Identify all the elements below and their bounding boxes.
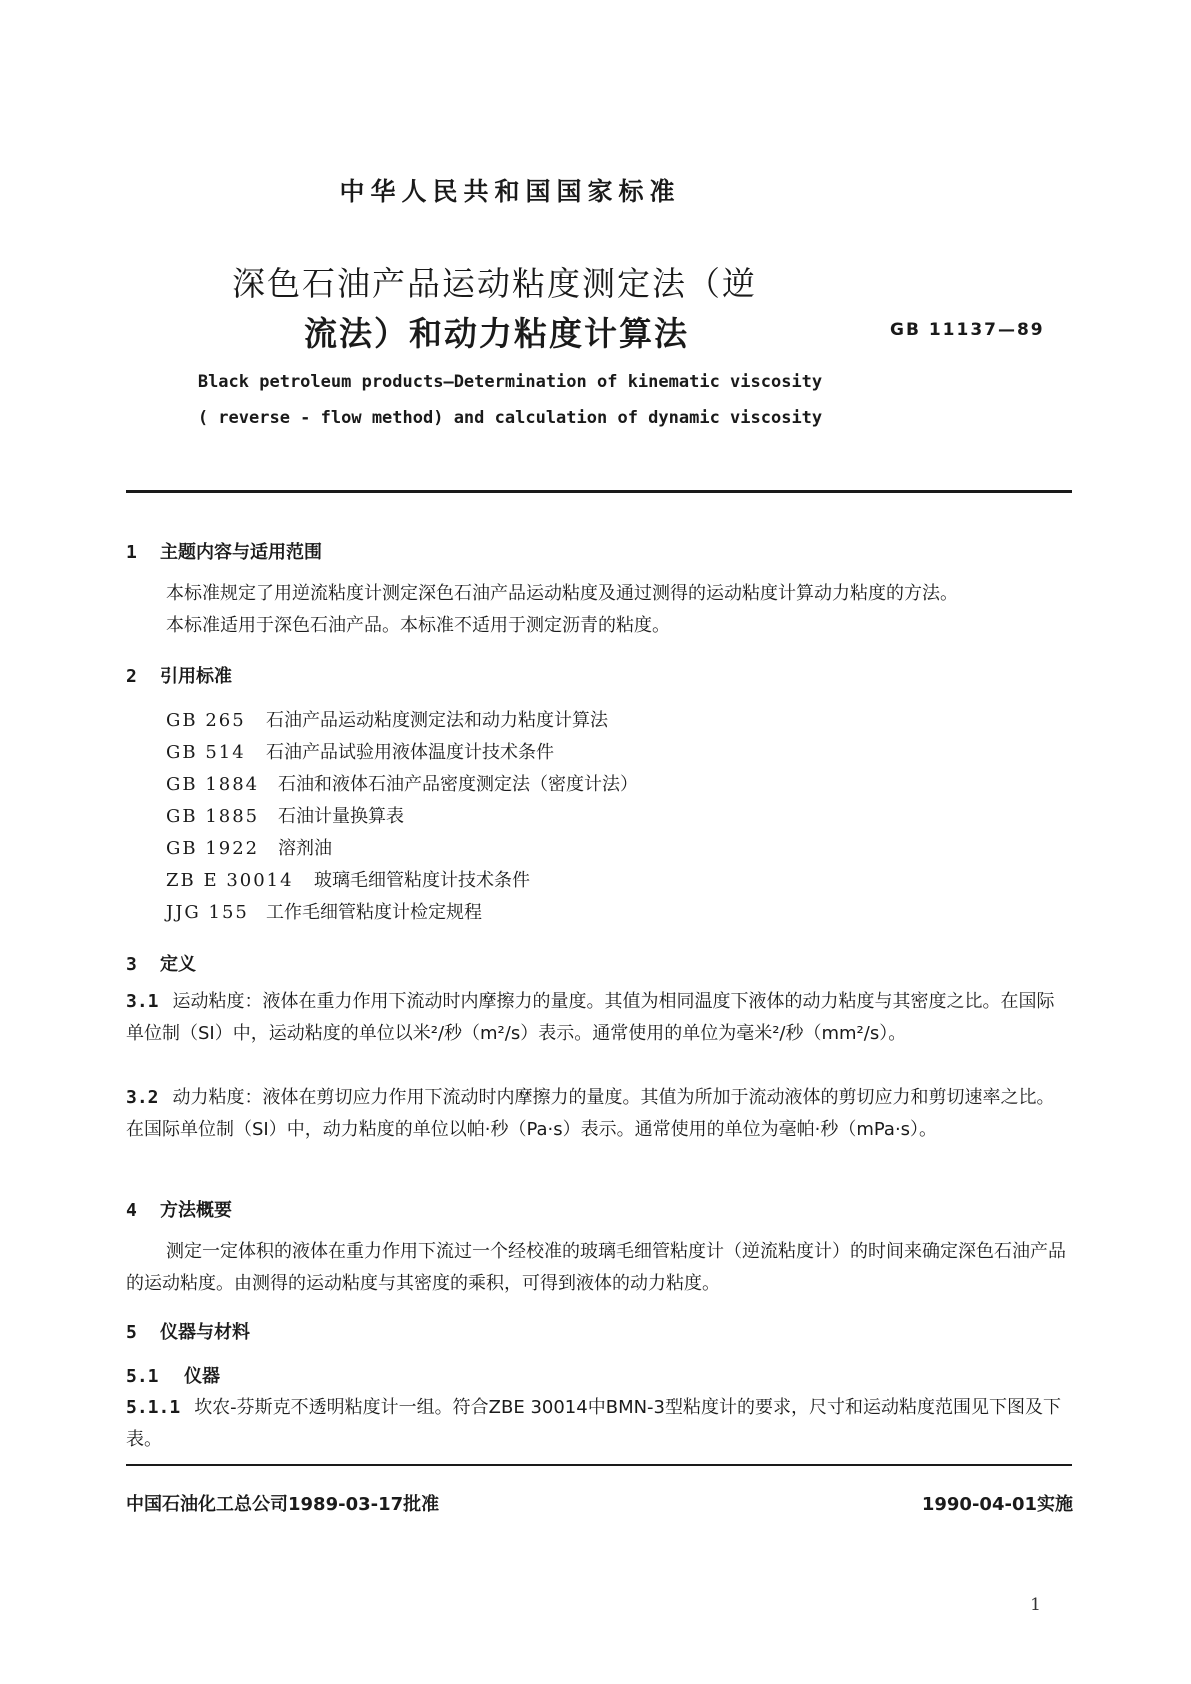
section-4-heading	[126, 1196, 232, 1222]
section-1-para-2: 本标准适用于深色石油产品。本标准不适用于测定沥青的粘度。	[166, 615, 670, 636]
reference-text: 石油产品运动粘度测定法和动力粘度计算法	[266, 710, 608, 731]
reference-item	[166, 834, 332, 860]
reference-item	[166, 738, 554, 764]
reference-item	[166, 770, 638, 796]
section-title: 定义	[160, 954, 196, 975]
clause-number: 3.2	[126, 1087, 159, 1108]
header-rule	[126, 490, 1072, 493]
reference-text: 工作毛细管粘度计检定规程	[266, 902, 482, 923]
reference-code: GB 1885	[166, 806, 260, 827]
clause-number: 3.1	[126, 991, 159, 1012]
section-number: 5	[126, 1322, 137, 1343]
reference-code: GB 1884	[166, 774, 260, 795]
reference-item	[166, 706, 608, 732]
reference-text: 石油产品试验用液体温度计技术条件	[266, 742, 554, 763]
definition-3-1	[126, 986, 1072, 1050]
section-title: 方法概要	[160, 1200, 232, 1221]
section-1-heading	[126, 538, 322, 564]
title-cn-line1: 深色石油产品运动粘度测定法（逆	[232, 264, 757, 303]
reference-item	[166, 866, 530, 892]
subsection-title: 仪器	[184, 1366, 220, 1387]
title-en-line2: ( reverse - flow method) and calculation of dynamic viscosity	[197, 408, 823, 428]
section-title: 引用标准	[160, 666, 232, 687]
section-title: 仪器与材料	[160, 1322, 250, 1343]
section-3-heading	[126, 950, 196, 976]
reference-item	[166, 898, 482, 924]
section-number: 1	[126, 542, 137, 563]
implementation-date: 1990-04-01实施	[921, 1494, 1073, 1515]
title-en-line1: Black petroleum products—Determination of kinematic viscosity	[197, 372, 823, 392]
section-number: 4	[126, 1200, 137, 1221]
national-standard-label: 中华人民共和国国家标准	[339, 177, 681, 206]
section-number: 3	[126, 954, 137, 975]
definition-3-2	[126, 1082, 1072, 1146]
reference-text: 溶剂油	[278, 838, 332, 859]
clause-text: 坎农-芬斯克不透明粘度计一组。符合ZBE 30014中BMN-3型粘度计的要求，尺寸和运动粘度范围见下图及下表。	[126, 1397, 1062, 1450]
section-2-heading	[126, 662, 232, 688]
section-4-para: 测定一定体积的液体在重力作用下流过一个经校准的玻璃毛细管粘度计（逆流粘度计）的时间来确定深色石油产品的运动粘度。由测得的运动粘度与其密度的乘积，可得到液体的动力粘度。	[126, 1241, 1066, 1294]
reference-text: 石油计量换算表	[278, 806, 404, 827]
reference-code: JJG 155	[166, 902, 249, 923]
reference-code: GB 265	[166, 710, 246, 731]
clause-text: 运动粘度：液体在重力作用下流动时内摩擦力的量度。其值为相同温度下液体的动力粘度与其密度之比。在国际单位制（SI）中，运动粘度的单位以米²/秒（m²/s）表示。通常使用的单位为毫米²/秒（mm²/s）。	[126, 991, 1055, 1044]
section-1-para-1: 本标准规定了用逆流粘度计测定深色石油产品运动粘度及通过测得的运动粘度计算动力粘度的方法。	[166, 583, 958, 604]
reference-item	[166, 802, 404, 828]
clause-text: 动力粘度：液体在剪切应力作用下流动时内摩擦力的量度。其值为所加于流动液体的剪切应力和剪切速率之比。在国际单位制（SI）中，动力粘度的单位以帕·秒（Pa·s）表示。通常使用的单位为毫帕·秒（mPa·s）。	[126, 1087, 1055, 1140]
clause-number: 5.1.1	[126, 1397, 181, 1418]
title-cn-line2: 流法）和动力粘度计算法	[304, 314, 689, 353]
footer-rule	[126, 1464, 1072, 1466]
section-5-heading	[126, 1318, 250, 1344]
reference-code: GB 514	[166, 742, 246, 763]
subsection-5-1-heading	[126, 1362, 220, 1388]
section-number: 2	[126, 666, 137, 687]
section-title: 主题内容与适用范围	[160, 542, 322, 563]
reference-text: 石油和液体石油产品密度测定法（密度计法）	[278, 774, 638, 795]
subsection-number: 5.1	[126, 1366, 159, 1387]
approval-date: 中国石油化工总公司1989-03-17批准	[126, 1494, 440, 1515]
reference-text: 玻璃毛细管粘度计技术条件	[314, 870, 530, 891]
page-number: 1	[1030, 1595, 1041, 1615]
standard-code: GB 11137—89	[890, 320, 1045, 340]
clause-5-1-1	[126, 1392, 1072, 1456]
reference-code: ZB E 30014	[166, 870, 294, 891]
reference-code: GB 1922	[166, 838, 260, 859]
